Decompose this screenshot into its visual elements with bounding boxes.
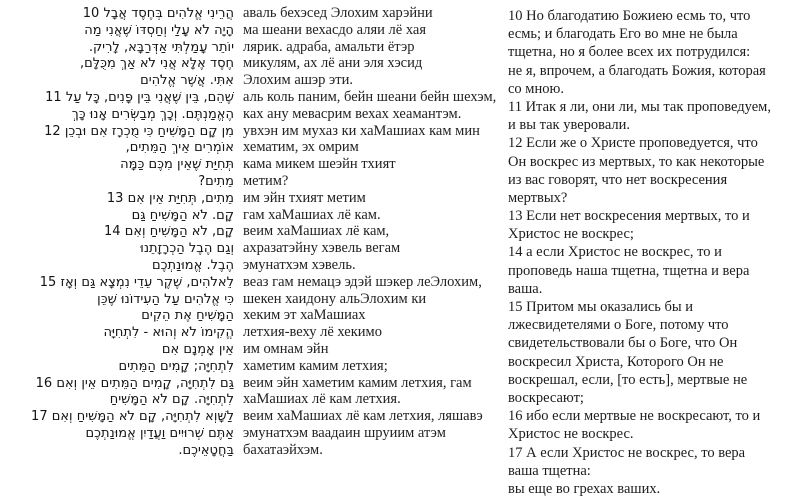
russian-translation-line: мертвых? [508, 189, 568, 206]
hebrew-word: אָנוּ [89, 106, 108, 122]
interlinear-line [6, 89, 496, 106]
hebrew-word: וַעֲדַיִן [139, 425, 166, 441]
interlinear-line [6, 156, 496, 173]
russian-translation-line: лжесвидетелями о Боге, потому что [508, 317, 729, 334]
hebrew-word: כַּמָּה [120, 157, 145, 173]
hebrew-word: קָם. [212, 207, 234, 223]
interlinear-line [6, 173, 496, 190]
hebrew-word: אַתֶּם [208, 425, 234, 441]
interlinear-line [6, 55, 496, 72]
hebrew-word: וְגַם [216, 241, 234, 257]
russian-translation-line: и вы так уверовали. [508, 117, 631, 134]
transliteration-text: шекен хаидону альЭлохим ки [243, 290, 427, 307]
transliteration-text: кама микем шеэйн тхият [243, 156, 396, 173]
hebrew-word: הֶאֱמַנְתֶּם. [181, 106, 234, 122]
russian-translation-line: Он воскрес из мертвых, то как некоторые [508, 153, 765, 170]
hebrew-word: לֵאלֹהִים, [186, 274, 234, 290]
russian-translation-line: 12 Если же о Христе проповедуется, что [508, 135, 758, 152]
transliteration-text: ках ану мевасрим вехах хеамантэм. [243, 105, 462, 122]
transliteration-text: летхия-веху лё хекимо [243, 324, 382, 341]
hebrew-word: אִם [127, 190, 145, 206]
hebrew-word: מֵתִים? [198, 173, 234, 189]
hebrew-word: אֲשֶׁר [180, 73, 206, 89]
hebrew-text [6, 40, 234, 57]
hebrew-text [6, 174, 234, 191]
russian-translation-line: есмь; и благодать Его во мне не была [508, 26, 738, 43]
hebrew-word: לִתְחִיָּה; [193, 358, 234, 374]
hebrew-word: אֱמוּנַתְכֶם [152, 257, 203, 273]
russian-translation-line: воскресил Христа, Которого Он не [508, 353, 724, 370]
hebrew-word: בְּחֶסֶד [131, 6, 163, 21]
transliteration-text: эмунатхэм ваадаин шруиим атэм [243, 424, 446, 441]
hebrew-word: שֶׁקֶר [156, 274, 183, 290]
hebrew-word: אִתִּי. [209, 73, 234, 89]
transliteration-text: бахатаэйхэм. [243, 441, 323, 458]
hebrew-text [6, 258, 234, 275]
hebrew-word: 14 [104, 224, 121, 240]
transliteration-text: хеким эт хаМашиах [243, 307, 366, 324]
hebrew-word: אֶלָּא [181, 56, 206, 72]
hebrew-word: גַּם [81, 274, 96, 290]
interlinear-line [6, 408, 496, 425]
hebrew-word: - [143, 325, 149, 341]
hebrew-word: אַךְ [120, 56, 136, 72]
transliteration-text: им эйн тхият метим [243, 189, 366, 206]
transliteration-text: Элохим ашэр эти. [243, 72, 353, 89]
hebrew-word: בֵּין [137, 89, 152, 105]
hebrew-text [6, 224, 234, 241]
hebrew-word: לֹא [151, 392, 168, 408]
interlinear-line [6, 257, 496, 274]
hebrew-word: לָרִיק. [88, 39, 120, 55]
transliteration-text: эмунатхэм хэвель. [243, 256, 356, 273]
hebrew-word: קָם [139, 409, 157, 425]
hebrew-word: וְאִם [124, 224, 146, 240]
hebrew-word: אוֹמְרִים [194, 140, 234, 156]
hebrew-word: שֶׁכֵּן [97, 291, 117, 307]
russian-translation-line: 15 Притом мы оказались бы и [508, 299, 694, 315]
transliteration-text: им омнам эйн [243, 340, 329, 357]
hebrew-word: הַמָּשִׁיחַ [196, 308, 234, 324]
hebrew-word: גַּם [220, 375, 234, 391]
hebrew-word: לֹא [191, 224, 208, 240]
hebrew-word: הַמָּשִׁיחַ [109, 392, 148, 408]
hebrew-word: אַדְּרַבָּא, [123, 39, 168, 55]
russian-translation-line: со мною. [508, 80, 564, 97]
hebrew-word: מְבַשְּׂרִים [111, 106, 156, 122]
hebrew-word: הַמֵּתִים [100, 375, 139, 391]
hebrew-word: בַּחֲטָאֵיכֶם. [178, 442, 234, 458]
interlinear-line [6, 223, 496, 240]
interlinear-line [6, 324, 496, 341]
hebrew-word: הֵקִים [141, 308, 171, 324]
russian-translation-line: вы еще во грехах ваших. [508, 480, 661, 497]
hebrew-word: נִמְצָא [99, 274, 130, 290]
hebrew-word: וְאִם [56, 375, 78, 391]
hebrew-word: קָם [172, 392, 190, 408]
russian-translation-line: воскресают; [508, 389, 584, 406]
interlinear-line [6, 391, 496, 408]
hebrew-word: שֶׁאֲנִי [155, 89, 182, 105]
hebrew-word: 17 [31, 409, 48, 425]
hebrew-word: הַכְרָזָתֵנוּ [140, 241, 185, 257]
hebrew-text [6, 359, 234, 376]
interlinear-line [6, 425, 496, 442]
hebrew-word: חֶסֶד [209, 56, 234, 72]
hebrew-word: שְׁרוּיִים [169, 425, 204, 441]
hebrew-word: בֵּין [185, 89, 200, 105]
hebrew-word: וּבְכֵן [64, 123, 87, 139]
hebrew-word: לִתְחִיָּה, [175, 375, 216, 391]
hebrew-word: הַמֵּתִים [118, 358, 156, 374]
hebrew-text [6, 443, 234, 460]
hebrew-text [6, 140, 234, 157]
transliteration-text: веаз гам немацэ эдэй шэкер леЭлохим, [243, 273, 482, 290]
interlinear-line [6, 5, 496, 22]
hebrew-word: וְאָז [60, 274, 78, 290]
interlinear-line [6, 123, 496, 140]
hebrew-word: הַמָּשִׁיחַ [76, 409, 115, 425]
hebrew-word: וְחַסְדּוֹ [135, 22, 168, 38]
hebrew-word: 10 [82, 6, 100, 21]
hebrew-word: מִן [221, 123, 234, 139]
hebrew-text [6, 308, 234, 325]
hebrew-word: שֶׁהֵם, [203, 89, 234, 105]
transliteration-text: ма шеани вехасдо аляи лё хая [243, 21, 426, 38]
hebrew-word: הֱקִימוֹ [201, 325, 234, 341]
hebrew-word: יוֹתֵר [211, 39, 234, 55]
russian-translation-line: свидетельствовали бы о Боге, что Он [508, 335, 738, 352]
hebrew-word: לֹא [139, 56, 156, 72]
interlinear-line [6, 274, 496, 291]
hebrew-word: לַשָּׁוְא [205, 409, 234, 425]
hebrew-word: אֵין [149, 190, 165, 206]
interlinear-line [6, 72, 496, 89]
hebrew-text [6, 292, 234, 309]
hebrew-word: לֹא [191, 207, 208, 223]
transliteration-text: ахразатэйну хэвель вегам [243, 240, 401, 257]
transliteration-text: метим? [243, 172, 289, 189]
russian-translation-line: 10 Но благодатию Божиею есмь то, что [508, 8, 751, 24]
hebrew-text [6, 342, 234, 359]
hebrew-word: הַמָּשִׁיחַ [149, 224, 188, 240]
hebrew-word: שֶׁאֲנִי [105, 22, 132, 38]
hebrew-word: הֶבֶל. [206, 257, 234, 273]
interlinear-line [6, 375, 496, 392]
hebrew-word: עֵדֵי [134, 274, 153, 290]
transliteration-text: аль коль паним, бейн шеани бейн шехэм, [243, 88, 497, 105]
russian-translation-line: Христос не воскрес. [508, 426, 634, 443]
hebrew-text [6, 325, 234, 342]
transliteration-text: лярик. адраба, амальти ётэр [243, 38, 415, 55]
hebrew-word: קָמִים [160, 358, 190, 374]
hebrew-word: 15 [39, 274, 57, 290]
hebrew-word: כָּךְ [71, 106, 86, 122]
transliteration-text: аваль бехэсед Элохим харэйни [243, 5, 433, 21]
interlinear-line [6, 139, 496, 156]
hebrew-text [6, 107, 234, 124]
interlinear-line [6, 442, 496, 459]
transliteration-text: хаметим камим летхия; [243, 357, 388, 374]
hebrew-word: אֱלֹהִים [140, 73, 177, 89]
russian-translation-line: проповедь наша тщетна, тщетна и вера [508, 262, 750, 279]
hebrew-word: אֲנִי [160, 56, 177, 72]
hebrew-word: כָּל [85, 89, 100, 105]
hebrew-word: אֱלֹהִים [166, 6, 203, 21]
transliteration-text: хематим, эх омрим [243, 139, 359, 156]
interlinear-line [6, 358, 496, 375]
hebrew-text [6, 191, 234, 208]
hebrew-text [6, 392, 234, 409]
interlinear-line [6, 291, 496, 308]
interlinear-line [6, 341, 496, 358]
hebrew-word: 16 [35, 375, 53, 391]
russian-translation-line: 16 ибо если мертвые не воскресают, то и [508, 408, 761, 425]
hebrew-word: אֶת [174, 308, 192, 324]
hebrew-word: אֵין [218, 341, 234, 357]
hebrew-word: עַל [65, 89, 82, 105]
hebrew-word: קָמִים [142, 375, 172, 391]
hebrew-text [6, 23, 234, 40]
hebrew-word: הַמָּשִׁיחַ [149, 207, 188, 223]
interlinear-line [6, 240, 496, 257]
hebrew-word: תְּחִיַּת [205, 157, 234, 173]
hebrew-word: הֶבֶל [188, 241, 213, 257]
hebrew-word: גַּם [131, 207, 146, 223]
hebrew-word: עָמַלְתִּי [171, 39, 208, 55]
hebrew-word: אֲבָל [103, 6, 128, 21]
hebrew-word: לֹא [193, 22, 210, 38]
hebrew-word: 12 [44, 123, 61, 139]
russian-translation-line: Христос не воскрес; [508, 226, 634, 243]
russian-translation-block [508, 7, 771, 498]
hebrew-text [6, 157, 234, 174]
interlinear-line [6, 22, 496, 39]
transliteration-text: веим хаМашиах лё кам летхия, ляшавэ [243, 408, 483, 425]
hebrew-word: אֱמוּנַתְכֶם [85, 425, 136, 441]
russian-translation-line: тщетна, но я более всех их потрудился: [508, 44, 751, 61]
hebrew-word: פָּנִים, [104, 89, 134, 105]
hebrew-word: שֶׁאֵין [177, 157, 202, 173]
hebrew-word: אֱלֹהִים [183, 291, 221, 307]
hebrew-word: אֵיךְ [171, 140, 190, 156]
hebrew-word: לִתְחִיָּה [103, 325, 140, 341]
hebrew-word: תְּחִיַּת [168, 190, 197, 206]
russian-translation-line: ваша тщетна: [508, 462, 591, 479]
interlinear-line [6, 207, 496, 224]
interlinear-block [6, 5, 496, 459]
hebrew-word: הַמָּשִׁיחַ [157, 123, 196, 139]
hebrew-word: אִם [90, 123, 108, 139]
hebrew-text [6, 376, 234, 393]
hebrew-word: לִתְחִיָּה, [161, 409, 202, 425]
transliteration-text: микулям, ах лё ани эля хэсид [243, 55, 423, 72]
transliteration-text: хаМашиах лё кам летхия. [243, 391, 401, 408]
interlinear-line [6, 190, 496, 207]
hebrew-word: עַל [164, 291, 180, 307]
transliteration-text: гам хаМашиах лё кам. [243, 206, 381, 223]
russian-translation-line: 11 Итак я ли, они ли, мы так проповедуем, [508, 98, 771, 115]
transliteration-text: веим хаМашиах лё кам, [243, 223, 390, 240]
hebrew-word: מִכֶּם [148, 157, 173, 173]
hebrew-word: לֹא [180, 325, 197, 341]
transliteration-text: увхэн им мухаз ки хаМашиах кам мин [243, 122, 480, 139]
interlinear-line [6, 307, 496, 324]
hebrew-word: הַמֵּתִים, [125, 140, 168, 156]
interlinear-line [6, 106, 496, 123]
hebrew-word: קָם [199, 123, 218, 139]
russian-translation-line: 17 А если Христос не воскрес, то вера [508, 444, 746, 461]
hebrew-word: כִּי [224, 291, 234, 307]
hebrew-text [6, 409, 234, 426]
hebrew-word: מֵתִים, [200, 190, 234, 206]
hebrew-word: הֲרֵינִי [207, 6, 234, 21]
hebrew-word: אִם [161, 341, 180, 357]
hebrew-word: אֵין [81, 375, 97, 391]
hebrew-word: מֻכְרָז [111, 123, 140, 139]
hebrew-text [6, 275, 234, 292]
hebrew-text [6, 6, 234, 23]
russian-translation-line: 13 Если нет воскресения мертвых, то и [508, 208, 750, 225]
hebrew-text [6, 90, 234, 107]
transliteration-text: веим эйн хаметим камим летхия, гам [243, 374, 472, 391]
hebrew-text [6, 56, 234, 73]
russian-translation-line: не я, впрочем, а благодать Божия, которая [508, 62, 766, 79]
hebrew-word: לֹא [118, 409, 135, 425]
hebrew-word: אָמְנָם [183, 341, 215, 357]
hebrew-word: 13 [106, 190, 124, 206]
hebrew-word: וְהוּא [152, 325, 177, 341]
hebrew-word: קָם, [212, 224, 234, 240]
interlinear-line [6, 39, 496, 56]
hebrew-text [6, 241, 234, 258]
hebrew-word: עָלַי [171, 22, 190, 38]
hebrew-word: הָיָה [214, 22, 234, 38]
hebrew-text [6, 426, 234, 443]
hebrew-word: לִתְחִיָּה. [194, 392, 234, 408]
hebrew-word: מִכֻּלָּם, [80, 56, 116, 72]
hebrew-word: הַעִידוֹנוּ [120, 291, 161, 307]
hebrew-word: כִּי [143, 123, 154, 139]
hebrew-word: מַה [84, 22, 102, 38]
hebrew-text [6, 73, 234, 90]
russian-translation-line: 14 а если Христос не воскрес, то и [508, 244, 722, 261]
russian-translation-line: воскрешал, если, [то есть], мертвые не [508, 371, 748, 388]
russian-translation-line: из вас говорят, что нет воскресения [508, 171, 728, 188]
hebrew-text [6, 124, 234, 141]
hebrew-word: וְאִם [51, 409, 73, 425]
hebrew-word: וְכָךְ [159, 106, 178, 122]
russian-translation-line: ваша. [508, 280, 543, 297]
hebrew-text [6, 208, 234, 225]
hebrew-word: 11 [45, 89, 62, 105]
